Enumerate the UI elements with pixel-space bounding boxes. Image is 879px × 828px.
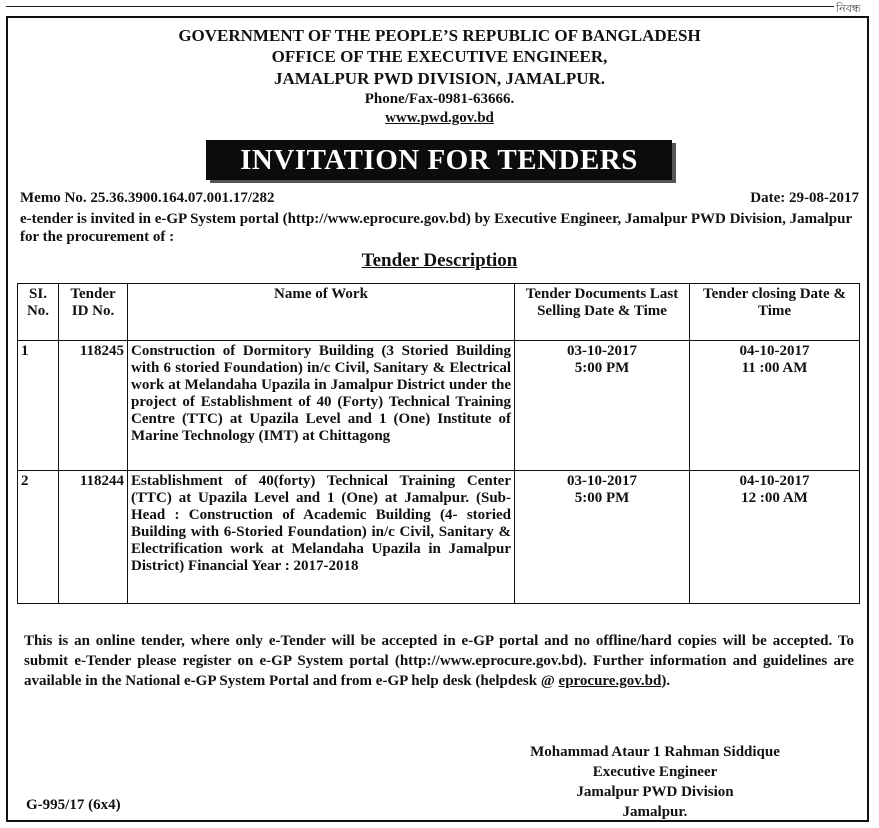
- header-sl: SI. No.: [18, 284, 59, 341]
- row-tender-id: 118245: [59, 341, 128, 471]
- header-doc-selling: Tender Documents Last Selling Date & Time: [515, 284, 690, 341]
- section-title: Tender Description: [361, 250, 518, 271]
- helpdesk-link[interactable]: eprocure.gov.bd: [558, 673, 662, 689]
- notice-end: ).: [661, 673, 671, 689]
- signatory-name: Mohammad Ataur 1 Rahman Siddique: [530, 744, 780, 760]
- close-time: 11 :00 AM: [741, 360, 808, 376]
- row-closing: [690, 471, 860, 604]
- row-closing: [690, 341, 860, 471]
- signatory-place: Jamalpur.: [622, 804, 688, 820]
- header-tender-id: Tender ID No.: [59, 284, 128, 341]
- signature-block: [455, 742, 855, 822]
- close-time: 12 :00 AM: [741, 490, 808, 506]
- signatory-office: Jamalpur PWD Division: [576, 784, 734, 800]
- memo-date: Date: 29-08-2017: [750, 190, 859, 206]
- table-row: [18, 341, 860, 471]
- tender-table: [17, 283, 860, 604]
- row-name-of-work: Establishment of 40(forty) Technical Training Center (TTC) at Upazila Level and 1 (One) at Jamalpur. (Sub-Head : Construction of Academic Building (4- storied Building with 6-Storied Foundation) in/c Civil, Sanitary & Electrification work at Melandaha Upazila in Jamalpur District) Financial Year : 2017-2018: [128, 471, 515, 604]
- row-sl: 2: [18, 471, 59, 604]
- close-date: 04-10-2017: [739, 473, 810, 489]
- header-closing: Tender closing Date & Time: [690, 284, 860, 341]
- row-sl: 1: [18, 341, 59, 471]
- row-name-of-work: Construction of Dormitory Building (3 Storied Building with 6 storied Foundation) in/c Civil, Sanitary & Electrical work at Melandaha Upazila in Jamalpur District under the project of Establishment of 40 (Forty) Technical Training Centre (TTC) at Upazila Level and 1 (One) Institute of Marine Technology (IMT) at Chittagong: [128, 341, 515, 471]
- table-row: [18, 471, 860, 604]
- header-division: JAMALPUR PWD DIVISION, JAMALPUR.: [273, 69, 606, 88]
- doc-time: 5:00 PM: [574, 360, 630, 376]
- table-header-row: [18, 284, 860, 341]
- online-tender-notice: [24, 631, 854, 691]
- top-rule: [6, 0, 834, 7]
- header-government: GOVERNMENT OF THE PEOPLE’S REPUBLIC OF BANGLADESH: [178, 26, 701, 45]
- header-phone: Phone/Fax-0981-63666.: [364, 91, 515, 107]
- doc-time: 5:00 PM: [574, 490, 630, 506]
- g-number: G-995/17 (6x4): [26, 797, 121, 813]
- doc-date: 03-10-2017: [567, 473, 637, 489]
- banner-title: INVITATION FOR TENDERS: [206, 140, 672, 180]
- header-name-of-work: Name of Work: [128, 284, 515, 341]
- row-tender-id: 118244: [59, 471, 128, 604]
- notice-text: This is an online tender, where only e-Tender will be accepted in e-GP portal and no offline/hard copies will be accepted. To submit e-Tender please register on e-GP System portal (http://www.eprocure.gov.bd). Further information and guidelines are available in the National e-GP System Portal and from e-GP help desk (helpdesk @: [24, 633, 854, 689]
- top-mark: নিবন্ধ: [836, 3, 861, 15]
- intro-text: e-tender is invited in e-GP System portal (http://www.eprocure.gov.bd) by Executive Engineer, Jamalpur PWD Division, Jamalpur for the procurement of :: [20, 211, 852, 245]
- doc-date: 03-10-2017: [567, 343, 637, 359]
- signatory-title: Executive Engineer: [592, 764, 718, 780]
- header-office: OFFICE OF THE EXECUTIVE ENGINEER,: [271, 47, 608, 66]
- row-doc-selling: [515, 341, 690, 471]
- close-date: 04-10-2017: [739, 343, 810, 359]
- memo-number: Memo No. 25.36.3900.164.07.001.17/282: [20, 190, 275, 206]
- header-website: www.pwd.gov.bd: [385, 110, 494, 126]
- row-doc-selling: [515, 471, 690, 604]
